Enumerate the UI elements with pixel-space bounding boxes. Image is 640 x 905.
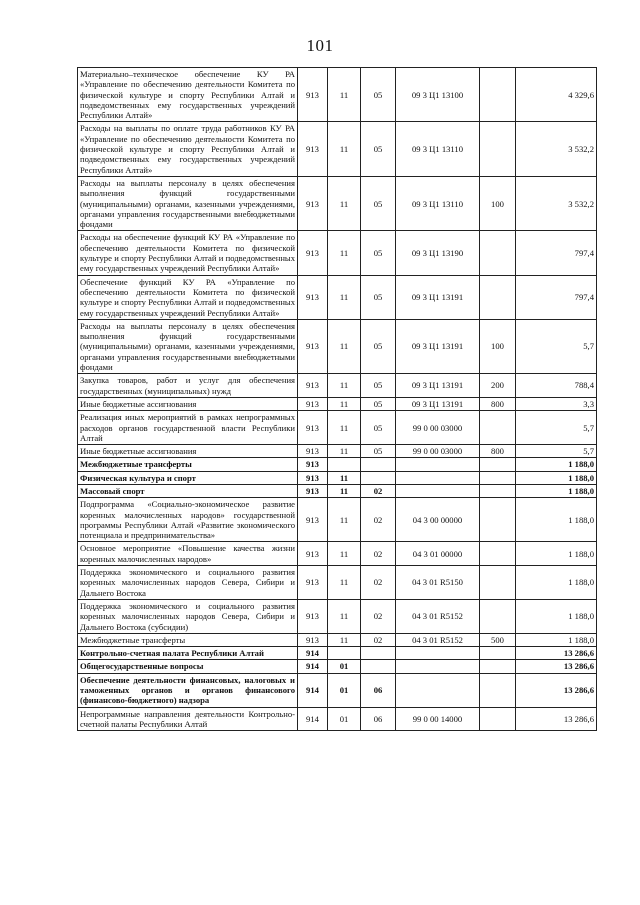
subsection-code-cell: 06 — [361, 673, 396, 707]
subsection-code-cell: 06 — [361, 707, 396, 731]
item-name-cell: Подпрограмма «Социально-экономическое развитие коренных малочисленных народов» государственной программы Республики Алтай «Развитие экономического потенциала и предпринимательства» — [78, 498, 298, 542]
expense-type-cell — [480, 471, 516, 484]
amount-cell: 13 286,6 — [516, 647, 597, 660]
expense-type-cell — [480, 231, 516, 275]
item-name-cell: Массовый спорт — [78, 484, 298, 497]
grbs-code-cell: 913 — [298, 445, 328, 458]
subsection-code-cell: 02 — [361, 566, 396, 600]
section-code-cell: 11 — [328, 374, 361, 398]
subsection-code-cell: 02 — [361, 484, 396, 497]
grbs-code-cell: 914 — [298, 707, 328, 731]
target-article-cell: 09 3 Ц1 13191 — [396, 397, 480, 410]
item-name-cell: Общегосударственные вопросы — [78, 660, 298, 673]
table-row — [78, 660, 597, 673]
target-article-cell: 04 3 00 00000 — [396, 498, 480, 542]
target-article-cell: 04 3 01 R5152 — [396, 633, 480, 646]
subsection-code-cell — [361, 471, 396, 484]
section-code-cell: 11 — [328, 484, 361, 497]
amount-cell: 1 188,0 — [516, 542, 597, 566]
target-article-cell: 99 0 00 03000 — [396, 445, 480, 458]
grbs-code-cell: 913 — [298, 374, 328, 398]
section-code-cell: 01 — [328, 673, 361, 707]
section-code-cell: 01 — [328, 660, 361, 673]
grbs-code-cell: 913 — [298, 542, 328, 566]
expense-type-cell — [480, 484, 516, 497]
section-code-cell: 11 — [328, 411, 361, 445]
target-article-cell: 99 0 00 14000 — [396, 707, 480, 731]
section-code-cell: 11 — [328, 566, 361, 600]
target-article-cell: 99 0 00 03000 — [396, 411, 480, 445]
target-article-cell — [396, 484, 480, 497]
table-row — [78, 498, 597, 542]
subsection-code-cell: 05 — [361, 397, 396, 410]
expense-type-cell — [480, 673, 516, 707]
subsection-code-cell: 05 — [361, 231, 396, 275]
amount-cell: 13 286,6 — [516, 673, 597, 707]
target-article-cell: 09 3 Ц1 13100 — [396, 68, 480, 122]
target-article-cell: 09 3 Ц1 13110 — [396, 122, 480, 176]
grbs-code-cell: 914 — [298, 673, 328, 707]
subsection-code-cell: 05 — [361, 68, 396, 122]
table-row — [78, 411, 597, 445]
item-name-cell: Материально–техническое обеспечение КУ РА «Управление по обеспечению деятельности Комитета по физической культуре и спорту Республики Алтай и подведомственных ему государственных учреждений Республики Алтай» — [78, 68, 298, 122]
section-code-cell: 11 — [328, 633, 361, 646]
expense-type-cell — [480, 707, 516, 731]
subsection-code-cell — [361, 660, 396, 673]
expense-type-cell: 800 — [480, 445, 516, 458]
expense-type-cell — [480, 566, 516, 600]
expense-type-cell — [480, 458, 516, 471]
amount-cell: 3 532,2 — [516, 176, 597, 230]
amount-cell: 1 188,0 — [516, 633, 597, 646]
target-article-cell: 04 3 01 R5152 — [396, 599, 480, 633]
amount-cell: 13 286,6 — [516, 660, 597, 673]
table-row — [78, 458, 597, 471]
section-code-cell: 11 — [328, 231, 361, 275]
table-row — [78, 68, 597, 122]
table-row — [78, 633, 597, 646]
target-article-cell: 09 3 Ц1 13110 — [396, 176, 480, 230]
item-name-cell: Поддержка экономического и социального развития коренных малочисленных народов Севера, Сибири и Дальнего Востока — [78, 566, 298, 600]
item-name-cell: Обеспечение функций КУ РА «Управление по обеспечению деятельности Комитета по физической культуре и спорту Республики Алтай и подведомственных ему государственных учреждений Республики Алтай» — [78, 275, 298, 319]
amount-cell: 5,7 — [516, 411, 597, 445]
section-code-cell — [328, 458, 361, 471]
target-article-cell — [396, 458, 480, 471]
table-row — [78, 275, 597, 319]
subsection-code-cell: 02 — [361, 633, 396, 646]
subsection-code-cell: 05 — [361, 411, 396, 445]
table-row — [78, 319, 597, 373]
table-row — [78, 445, 597, 458]
expense-type-cell — [480, 647, 516, 660]
expense-type-cell: 200 — [480, 374, 516, 398]
section-code-cell: 11 — [328, 275, 361, 319]
subsection-code-cell: 05 — [361, 445, 396, 458]
target-article-cell: 04 3 01 00000 — [396, 542, 480, 566]
grbs-code-cell: 913 — [298, 566, 328, 600]
grbs-code-cell: 913 — [298, 231, 328, 275]
item-name-cell: Межбюджетные трансферты — [78, 633, 298, 646]
subsection-code-cell: 05 — [361, 122, 396, 176]
target-article-cell — [396, 673, 480, 707]
item-name-cell: Расходы на выплаты персоналу в целях обеспечения выполнения функций государственными (муниципальными) органами, казенными учреждениями, органами управления государственными внебюджетными фондами — [78, 319, 298, 373]
table-row — [78, 673, 597, 707]
section-code-cell: 11 — [328, 542, 361, 566]
table-row — [78, 122, 597, 176]
item-name-cell: Поддержка экономического и социального развития коренных малочисленных народов Севера, Сибири и Дальнего Востока (субсидии) — [78, 599, 298, 633]
amount-cell: 797,4 — [516, 275, 597, 319]
section-code-cell: 11 — [328, 445, 361, 458]
expense-type-cell: 100 — [480, 176, 516, 230]
expense-type-cell — [480, 599, 516, 633]
table-row — [78, 566, 597, 600]
subsection-code-cell: 05 — [361, 319, 396, 373]
amount-cell: 1 188,0 — [516, 484, 597, 497]
expense-type-cell — [480, 660, 516, 673]
grbs-code-cell: 913 — [298, 471, 328, 484]
grbs-code-cell: 913 — [298, 397, 328, 410]
item-name-cell: Иные бюджетные ассигнования — [78, 397, 298, 410]
item-name-cell: Расходы на обеспечение функций КУ РА «Управление по обеспечению деятельности Комитета по физической культуре и спорту Республики Алтай и подведомственных ему государственных учреждений Республики Алтай» — [78, 231, 298, 275]
amount-cell: 797,4 — [516, 231, 597, 275]
table-row — [78, 599, 597, 633]
section-code-cell: 11 — [328, 471, 361, 484]
table-row — [78, 707, 597, 731]
page-number: 101 — [306, 36, 334, 55]
table-body — [78, 68, 597, 731]
expense-type-cell — [480, 122, 516, 176]
target-article-cell — [396, 647, 480, 660]
table-row — [78, 176, 597, 230]
subsection-code-cell — [361, 458, 396, 471]
item-name-cell: Расходы на выплаты персоналу в целях обеспечения выполнения функций государственными (муниципальными) органами, казенными учреждениями, органами управления государственными внебюджетными фондами — [78, 176, 298, 230]
expense-type-cell: 800 — [480, 397, 516, 410]
item-name-cell: Расходы на выплаты по оплате труда работников КУ РА «Управление по обеспечению деятельности Комитета по физической культуре и спорту Республики Алтай и подведомственных ему государственных учреждений Республики Алтай» — [78, 122, 298, 176]
item-name-cell: Физическая культура и спорт — [78, 471, 298, 484]
subsection-code-cell: 05 — [361, 176, 396, 230]
table-row — [78, 542, 597, 566]
section-code-cell: 11 — [328, 122, 361, 176]
amount-cell: 1 188,0 — [516, 498, 597, 542]
section-code-cell: 11 — [328, 599, 361, 633]
grbs-code-cell: 914 — [298, 660, 328, 673]
amount-cell: 1 188,0 — [516, 566, 597, 600]
expense-type-cell — [480, 498, 516, 542]
section-code-cell: 11 — [328, 498, 361, 542]
amount-cell: 1 188,0 — [516, 458, 597, 471]
grbs-code-cell: 913 — [298, 122, 328, 176]
table-row — [78, 374, 597, 398]
table-row — [78, 471, 597, 484]
grbs-code-cell: 914 — [298, 647, 328, 660]
item-name-cell: Основное мероприятие «Повышение качества жизни коренных малочисленных народов» — [78, 542, 298, 566]
section-code-cell: 11 — [328, 397, 361, 410]
grbs-code-cell: 913 — [298, 458, 328, 471]
grbs-code-cell: 913 — [298, 599, 328, 633]
item-name-cell: Обеспечение деятельности финансовых, налоговых и таможенных органов и органов финансового (финансово-бюджетного) надзора — [78, 673, 298, 707]
grbs-code-cell: 913 — [298, 498, 328, 542]
table-row — [78, 231, 597, 275]
item-name-cell: Непрограммные направления деятельности Контрольно-счетной палаты Республики Алтай — [78, 707, 298, 731]
expense-type-cell — [480, 411, 516, 445]
amount-cell: 5,7 — [516, 445, 597, 458]
grbs-code-cell: 913 — [298, 633, 328, 646]
grbs-code-cell: 913 — [298, 411, 328, 445]
expense-type-cell — [480, 542, 516, 566]
item-name-cell: Иные бюджетные ассигнования — [78, 445, 298, 458]
target-article-cell: 09 3 Ц1 13190 — [396, 231, 480, 275]
item-name-cell: Закупка товаров, работ и услуг для обеспечения государственных (муниципальных) нужд — [78, 374, 298, 398]
grbs-code-cell: 913 — [298, 275, 328, 319]
expense-type-cell: 500 — [480, 633, 516, 646]
section-code-cell: 11 — [328, 68, 361, 122]
amount-cell: 4 329,6 — [516, 68, 597, 122]
target-article-cell: 09 3 Ц1 13191 — [396, 374, 480, 398]
item-name-cell: Реализация иных мероприятий в рамках непрограммных расходов органов государственной власти Республики Алтай — [78, 411, 298, 445]
section-code-cell: 01 — [328, 707, 361, 731]
section-code-cell: 11 — [328, 319, 361, 373]
grbs-code-cell: 913 — [298, 68, 328, 122]
target-article-cell — [396, 660, 480, 673]
amount-cell: 3,3 — [516, 397, 597, 410]
budget-table — [77, 67, 597, 731]
amount-cell: 1 188,0 — [516, 599, 597, 633]
amount-cell: 3 532,2 — [516, 122, 597, 176]
subsection-code-cell: 05 — [361, 275, 396, 319]
amount-cell: 788,4 — [516, 374, 597, 398]
target-article-cell: 04 3 01 R5150 — [396, 566, 480, 600]
grbs-code-cell: 913 — [298, 176, 328, 230]
target-article-cell: 09 3 Ц1 13191 — [396, 319, 480, 373]
amount-cell: 1 188,0 — [516, 471, 597, 484]
table-row — [78, 647, 597, 660]
table-row — [78, 484, 597, 497]
target-article-cell — [396, 471, 480, 484]
grbs-code-cell: 913 — [298, 484, 328, 497]
expense-type-cell — [480, 275, 516, 319]
amount-cell: 13 286,6 — [516, 707, 597, 731]
expense-type-cell: 100 — [480, 319, 516, 373]
subsection-code-cell: 02 — [361, 542, 396, 566]
target-article-cell: 09 3 Ц1 13191 — [396, 275, 480, 319]
table-row — [78, 397, 597, 410]
subsection-code-cell: 05 — [361, 374, 396, 398]
item-name-cell: Межбюджетные трансферты — [78, 458, 298, 471]
section-code-cell — [328, 647, 361, 660]
subsection-code-cell: 02 — [361, 498, 396, 542]
amount-cell: 5,7 — [516, 319, 597, 373]
item-name-cell: Контрольно-счетная палата Республики Алтай — [78, 647, 298, 660]
subsection-code-cell — [361, 647, 396, 660]
grbs-code-cell: 913 — [298, 319, 328, 373]
section-code-cell: 11 — [328, 176, 361, 230]
expense-type-cell — [480, 68, 516, 122]
subsection-code-cell: 02 — [361, 599, 396, 633]
